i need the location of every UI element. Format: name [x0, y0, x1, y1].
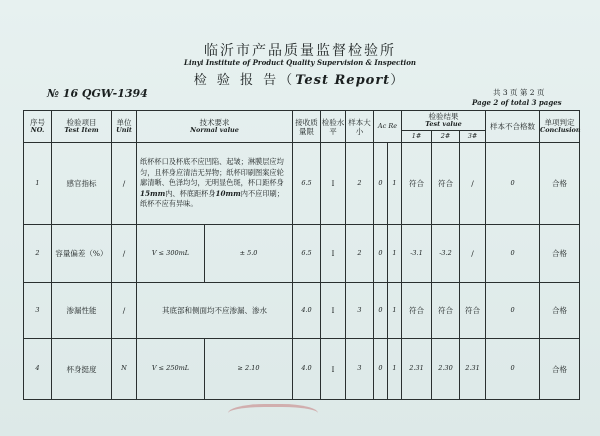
col-result: [402, 111, 486, 131]
row-unit: N: [112, 339, 137, 400]
row-nonconforming: 0: [486, 225, 540, 283]
row-value-1: -3.1: [402, 225, 432, 283]
col-nonconforming: 样本不合格数: [486, 111, 540, 143]
row-value-2: 符合: [432, 283, 460, 339]
row-ac: 0: [374, 143, 388, 225]
institute-name-en: Linyi Institute of Product Quality Supervision & Inspection: [184, 58, 416, 67]
row-item: 渗漏性能: [52, 283, 112, 339]
institute-name-cn: 临沂市产品质量监督检验所: [204, 43, 396, 59]
report-title-close: ）: [390, 73, 407, 88]
row-value-3: 符合: [460, 283, 486, 339]
col-seq-en: NO.: [30, 126, 45, 135]
report-title-cn: 检 验 报 告（: [193, 73, 296, 88]
row-aql: 4.0: [293, 283, 321, 339]
row-item: 容量偏差（%）: [52, 225, 112, 283]
page-indicator-en: Page 2 of total 3 pages: [472, 98, 562, 107]
col-sample: 样本大小: [346, 111, 374, 143]
col-item-en: Test Item: [64, 126, 99, 135]
col-unit-cn: 单位: [116, 118, 132, 128]
col-aql: 接收质量限: [293, 111, 321, 143]
col-unit: [112, 111, 137, 143]
col-concl-cn: 单项判定: [544, 118, 575, 128]
row-seq: 2: [24, 225, 52, 283]
col-req-cn: 技术要求: [199, 118, 230, 128]
col-seq: [24, 111, 52, 143]
row-requirement-limit: ± 5.0: [205, 225, 293, 283]
col-seq-cn: 序号: [30, 118, 45, 128]
row-unit: /: [112, 225, 137, 283]
row-re: 1: [388, 143, 402, 225]
col-acre: Ac Re: [374, 111, 402, 143]
report-title: [0, 69, 600, 88]
col-level: 检验水平: [321, 111, 346, 143]
row-value-3: 2.31: [460, 339, 486, 400]
row-conclusion: 合格: [540, 225, 580, 283]
col-sample-1: 1#: [402, 131, 432, 143]
req-part-d: 10mm: [215, 188, 241, 198]
col-requirement: [137, 111, 293, 143]
page-indicator-cn: 共 3 页 第 2 页: [493, 88, 545, 97]
row-conclusion: 合格: [540, 283, 580, 339]
col-result-cn: 检验结果: [428, 112, 459, 122]
row-requirement-limit: ≥ 2.10: [205, 339, 293, 400]
row-value-2: -3.2: [432, 225, 460, 283]
row-requirement-range: V ≤ 250mL: [137, 339, 205, 400]
table-row: [24, 225, 580, 283]
col-item-cn: 检验项目: [66, 118, 97, 128]
row-ac: 0: [374, 283, 388, 339]
req-part-e: 内不应印刷；纸杯不应有异味。: [140, 188, 284, 209]
row-value-1: 符合: [402, 143, 432, 225]
row-aql: 6.5: [293, 225, 321, 283]
row-value-3: /: [460, 143, 486, 225]
row-sample: 3: [346, 283, 374, 339]
row-re: 1: [388, 339, 402, 400]
col-result-en: Test value: [425, 120, 462, 129]
col-sample-3: 3#: [460, 131, 486, 143]
row-re: 1: [388, 225, 402, 283]
row-nonconforming: 0: [486, 339, 540, 400]
row-sample: 3: [346, 339, 374, 400]
col-unit-en: Unit: [116, 126, 132, 135]
test-result-table: [23, 110, 580, 400]
row-aql: 6.5: [293, 143, 321, 225]
report-number: № 16 QGW-1394: [47, 87, 148, 100]
row-requirement: 其底部和侧面均不应渗漏、渗水: [137, 283, 293, 339]
row-value-2: 2.30: [432, 339, 460, 400]
row-sample: 2: [346, 225, 374, 283]
req-part-b: 15mm: [140, 188, 166, 198]
row-level: Ⅰ: [321, 339, 346, 400]
row-value-3: /: [460, 225, 486, 283]
row-item: 感官指标: [52, 143, 112, 225]
row-conclusion: 合格: [540, 143, 580, 225]
row-value-1: 2.31: [402, 339, 432, 400]
row-level: Ⅰ: [321, 143, 346, 225]
row-unit: /: [112, 283, 137, 339]
col-conclusion: [540, 111, 580, 143]
row-value-2: 符合: [432, 143, 460, 225]
table-header-row-1: [24, 111, 580, 131]
row-sample: 2: [346, 143, 374, 225]
col-sample-2: 2#: [432, 131, 460, 143]
row-item: 杯身挺度: [52, 339, 112, 400]
row-requirement: [137, 143, 293, 225]
row-seq: 1: [24, 143, 52, 225]
row-aql: 4.0: [293, 339, 321, 400]
table-row: [24, 339, 580, 400]
row-ac: 0: [374, 225, 388, 283]
row-nonconforming: 0: [486, 143, 540, 225]
col-concl-en: Conclusion: [540, 126, 581, 135]
row-seq: 4: [24, 339, 52, 400]
row-ac: 0: [374, 339, 388, 400]
row-seq: 3: [24, 283, 52, 339]
row-level: Ⅰ: [321, 283, 346, 339]
partial-seal-stamp: [228, 404, 318, 427]
col-item: [52, 111, 112, 143]
req-part-a: 纸杯杯口及杯底不应凹陷、起皱；淋膜层应均匀，且杯身应清洁无异物；纸杯印刷图案应轮廓清晰、色泽均匀，无明显色斑，杯口距杯身: [140, 157, 284, 188]
row-nonconforming: 0: [486, 283, 540, 339]
table-row: [24, 283, 580, 339]
row-conclusion: 合格: [540, 339, 580, 400]
row-value-1: 符合: [402, 283, 432, 339]
row-unit: /: [112, 143, 137, 225]
table-row: [24, 143, 580, 225]
row-requirement-range: V ≤ 300mL: [137, 225, 205, 283]
col-req-en: Normal value: [190, 126, 239, 135]
req-part-c: 内、杯底距杯身: [165, 188, 216, 198]
report-title-en: Test Report: [295, 73, 391, 88]
row-re: 1: [388, 283, 402, 339]
row-level: Ⅰ: [321, 225, 346, 283]
